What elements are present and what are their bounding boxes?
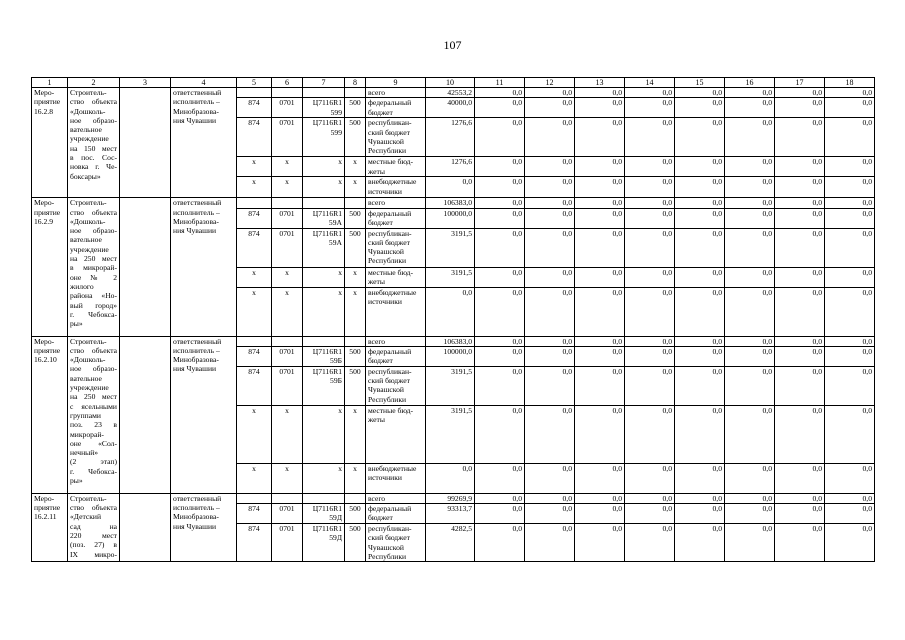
rzpr-cell: 0701 <box>272 118 303 157</box>
measure-cell: Меро- приятие 16.2.11 <box>32 493 68 561</box>
year-value-cell: 0,0 <box>825 463 875 493</box>
year-value-cell: 0,0 <box>775 346 825 366</box>
funding-source-cell: всего <box>366 198 426 208</box>
csr-cell: Ц7116R1 59Б <box>303 366 345 405</box>
rzpr-cell: 0701 <box>272 504 303 524</box>
year-value-cell: 0,0 <box>525 405 575 463</box>
funding-source-cell: внебюджетные источники <box>366 463 426 493</box>
year-value-cell: 0,0 <box>525 504 575 524</box>
year-value-cell: 0,0 <box>625 198 675 208</box>
year-value-cell: 0,0 <box>625 336 675 346</box>
column-number-6: 6 <box>272 78 303 88</box>
funding-source-cell: федеральный бюджет <box>366 346 426 366</box>
year-value-cell: 0,0 <box>525 208 575 228</box>
year-value-cell: 0,0 <box>825 228 875 267</box>
csr-cell <box>303 336 345 346</box>
vr-cell: х <box>345 405 366 463</box>
rzpr-cell <box>272 198 303 208</box>
year-value-cell: 0,0 <box>525 366 575 405</box>
year-value-cell: 0,0 <box>675 493 725 503</box>
amount-cell: 100000,0 <box>426 208 475 228</box>
amount-cell: 3191,5 <box>426 267 475 287</box>
year-value-cell: 0,0 <box>525 336 575 346</box>
year-value-cell: 0,0 <box>625 228 675 267</box>
executor-cell: ответственный исполнитель – Минобразова- ния Чувашии <box>171 493 237 561</box>
funding-source-cell: местные бюд- жеты <box>366 267 426 287</box>
year-value-cell: 0,0 <box>575 118 625 157</box>
year-value-cell: 0,0 <box>775 98 825 118</box>
year-value-cell: 0,0 <box>625 267 675 287</box>
funding-source-cell: республикан- ский бюджет Чувашской Республики <box>366 366 426 405</box>
vr-cell <box>345 88 366 98</box>
amount-cell: 0,0 <box>426 177 475 198</box>
rzpr-cell: х <box>272 157 303 177</box>
year-value-cell: 0,0 <box>725 267 775 287</box>
year-value-cell: 0,0 <box>575 405 625 463</box>
year-value-cell: 0,0 <box>675 98 725 118</box>
year-value-cell: 0,0 <box>675 504 725 524</box>
year-value-cell: 0,0 <box>625 98 675 118</box>
year-value-cell: 0,0 <box>625 88 675 98</box>
vr-cell: 500 <box>345 366 366 405</box>
year-value-cell: 0,0 <box>525 267 575 287</box>
year-value-cell: 0,0 <box>725 98 775 118</box>
vr-cell: х <box>345 267 366 287</box>
year-value-cell: 0,0 <box>575 208 625 228</box>
year-value-cell: 0,0 <box>675 287 725 336</box>
year-value-cell: 0,0 <box>525 228 575 267</box>
year-value-cell: 0,0 <box>775 524 825 562</box>
year-value-cell: 0,0 <box>675 157 725 177</box>
table-row <box>32 493 875 503</box>
grbs-cell: 874 <box>237 208 272 228</box>
csr-cell: х <box>303 157 345 177</box>
vr-cell: 500 <box>345 504 366 524</box>
year-value-cell: 0,0 <box>625 504 675 524</box>
funding-source-cell: местные бюд- жеты <box>366 157 426 177</box>
grbs-cell <box>237 88 272 98</box>
year-value-cell: 0,0 <box>825 177 875 198</box>
csr-cell: Ц7116R1 599 <box>303 118 345 157</box>
vr-cell: 500 <box>345 98 366 118</box>
table-row <box>32 336 875 346</box>
column-number-18: 18 <box>825 78 875 88</box>
year-value-cell: 0,0 <box>675 463 725 493</box>
csr-cell <box>303 493 345 503</box>
year-value-cell: 0,0 <box>675 118 725 157</box>
year-value-cell: 0,0 <box>625 366 675 405</box>
year-value-cell: 0,0 <box>475 493 525 503</box>
year-value-cell: 0,0 <box>575 336 625 346</box>
vr-cell: 500 <box>345 524 366 562</box>
year-value-cell: 0,0 <box>575 157 625 177</box>
grbs-cell: х <box>237 267 272 287</box>
year-value-cell: 0,0 <box>825 157 875 177</box>
page-number: 107 <box>443 38 462 52</box>
year-value-cell: 0,0 <box>575 177 625 198</box>
vr-cell <box>345 198 366 208</box>
year-value-cell: 0,0 <box>475 267 525 287</box>
csr-cell <box>303 88 345 98</box>
year-value-cell: 0,0 <box>775 157 825 177</box>
grbs-cell: х <box>237 405 272 463</box>
object-cell: Строитель- ство объекта «Детский сад на 220 мест (поз. 27) в IX микро- <box>68 493 120 561</box>
grbs-cell <box>237 336 272 346</box>
year-value-cell: 0,0 <box>475 118 525 157</box>
year-value-cell: 0,0 <box>825 493 875 503</box>
funding-source-cell: республикан- ский бюджет Чувашской Республики <box>366 524 426 562</box>
year-value-cell: 0,0 <box>575 524 625 562</box>
amount-cell: 106383,0 <box>426 336 475 346</box>
year-value-cell: 0,0 <box>825 504 875 524</box>
vr-cell: х <box>345 157 366 177</box>
amount-cell: 1276,6 <box>426 118 475 157</box>
amount-cell: 100000,0 <box>426 346 475 366</box>
year-value-cell: 0,0 <box>775 198 825 208</box>
amount-cell: 99269,9 <box>426 493 475 503</box>
csr-cell: х <box>303 177 345 198</box>
column-number-7: 7 <box>303 78 345 88</box>
column-number-16: 16 <box>725 78 775 88</box>
year-value-cell: 0,0 <box>775 366 825 405</box>
year-value-cell: 0,0 <box>725 88 775 98</box>
year-value-cell: 0,0 <box>625 287 675 336</box>
object-cell: Строитель- ство объекта «Дошколь- ное образо- вательное учреждение на 250 мест с ясельными группами поз. 23 в микрорай- оне «Сол- нечный» (2 этап) г. Чебокса- ры» <box>68 336 120 493</box>
funding-source-cell: федеральный бюджет <box>366 98 426 118</box>
csr-cell <box>303 198 345 208</box>
rzpr-cell: 0701 <box>272 366 303 405</box>
year-value-cell: 0,0 <box>675 346 725 366</box>
csr-cell: х <box>303 287 345 336</box>
year-value-cell: 0,0 <box>475 177 525 198</box>
year-value-cell: 0,0 <box>625 208 675 228</box>
year-value-cell: 0,0 <box>725 366 775 405</box>
year-value-cell: 0,0 <box>825 405 875 463</box>
year-value-cell: 0,0 <box>525 118 575 157</box>
grbs-cell: х <box>237 157 272 177</box>
amount-cell: 93313,7 <box>426 504 475 524</box>
year-value-cell: 0,0 <box>475 88 525 98</box>
vr-cell: х <box>345 463 366 493</box>
year-value-cell: 0,0 <box>725 157 775 177</box>
funding-source-cell: всего <box>366 493 426 503</box>
funding-source-cell: внебюджетные источники <box>366 287 426 336</box>
grbs-cell: 874 <box>237 118 272 157</box>
vr-cell: 500 <box>345 346 366 366</box>
year-value-cell: 0,0 <box>475 524 525 562</box>
measure-cell: Меро- приятие 16.2.9 <box>32 198 68 336</box>
vr-cell: х <box>345 177 366 198</box>
year-value-cell: 0,0 <box>825 118 875 157</box>
year-value-cell: 0,0 <box>625 177 675 198</box>
year-value-cell: 0,0 <box>525 198 575 208</box>
rzpr-cell: х <box>272 405 303 463</box>
object-cell: Строитель- ство объекта «Дошколь- ное образо- вательное учреждение на 250 мест в микрорай- оне № 2 жилого района «Но- вый город» г. Чебокса- ры» <box>68 198 120 336</box>
year-value-cell: 0,0 <box>725 118 775 157</box>
year-value-cell: 0,0 <box>775 336 825 346</box>
year-value-cell: 0,0 <box>675 208 725 228</box>
participant-cell <box>120 336 171 493</box>
grbs-cell: 874 <box>237 228 272 267</box>
year-value-cell: 0,0 <box>575 366 625 405</box>
year-value-cell: 0,0 <box>775 267 825 287</box>
csr-cell: х <box>303 267 345 287</box>
grbs-cell: х <box>237 287 272 336</box>
year-value-cell: 0,0 <box>625 493 675 503</box>
year-value-cell: 0,0 <box>725 524 775 562</box>
year-value-cell: 0,0 <box>475 336 525 346</box>
year-value-cell: 0,0 <box>625 118 675 157</box>
year-value-cell: 0,0 <box>675 524 725 562</box>
column-number-12: 12 <box>525 78 575 88</box>
vr-cell: 500 <box>345 118 366 157</box>
rzpr-cell: 0701 <box>272 524 303 562</box>
csr-cell: Ц7116R1 59Д <box>303 524 345 562</box>
year-value-cell: 0,0 <box>725 198 775 208</box>
year-value-cell: 0,0 <box>525 287 575 336</box>
year-value-cell: 0,0 <box>525 463 575 493</box>
year-value-cell: 0,0 <box>525 98 575 118</box>
year-value-cell: 0,0 <box>825 208 875 228</box>
column-number-10: 10 <box>426 78 475 88</box>
grbs-cell: 874 <box>237 98 272 118</box>
year-value-cell: 0,0 <box>675 336 725 346</box>
year-value-cell: 0,0 <box>575 346 625 366</box>
year-value-cell: 0,0 <box>625 157 675 177</box>
amount-cell: 3191,5 <box>426 366 475 405</box>
rzpr-cell <box>272 336 303 346</box>
year-value-cell: 0,0 <box>725 346 775 366</box>
rzpr-cell: 0701 <box>272 346 303 366</box>
vr-cell: 500 <box>345 228 366 267</box>
year-value-cell: 0,0 <box>475 504 525 524</box>
year-value-cell: 0,0 <box>675 177 725 198</box>
year-value-cell: 0,0 <box>675 198 725 208</box>
year-value-cell: 0,0 <box>725 504 775 524</box>
year-value-cell: 0,0 <box>675 228 725 267</box>
column-number-13: 13 <box>575 78 625 88</box>
measure-cell: Меро- приятие 16.2.10 <box>32 336 68 493</box>
year-value-cell: 0,0 <box>525 157 575 177</box>
column-number-8: 8 <box>345 78 366 88</box>
column-number-row <box>32 78 875 88</box>
year-value-cell: 0,0 <box>575 504 625 524</box>
grbs-cell <box>237 493 272 503</box>
year-value-cell: 0,0 <box>775 177 825 198</box>
year-value-cell: 0,0 <box>775 405 825 463</box>
column-number-9: 9 <box>366 78 426 88</box>
amount-cell: 42553,2 <box>426 88 475 98</box>
csr-cell: Ц7116R1 59А <box>303 228 345 267</box>
vr-cell: 500 <box>345 208 366 228</box>
year-value-cell: 0,0 <box>475 208 525 228</box>
year-value-cell: 0,0 <box>525 177 575 198</box>
vr-cell <box>345 493 366 503</box>
year-value-cell: 0,0 <box>475 366 525 405</box>
year-value-cell: 0,0 <box>825 267 875 287</box>
funding-source-cell: внебюджетные источники <box>366 177 426 198</box>
year-value-cell: 0,0 <box>675 88 725 98</box>
participant-cell <box>120 198 171 336</box>
year-value-cell: 0,0 <box>475 98 525 118</box>
year-value-cell: 0,0 <box>625 524 675 562</box>
year-value-cell: 0,0 <box>825 366 875 405</box>
year-value-cell: 0,0 <box>575 267 625 287</box>
year-value-cell: 0,0 <box>475 287 525 336</box>
year-value-cell: 0,0 <box>725 336 775 346</box>
year-value-cell: 0,0 <box>825 346 875 366</box>
column-number-3: 3 <box>120 78 171 88</box>
year-value-cell: 0,0 <box>475 346 525 366</box>
year-value-cell: 0,0 <box>825 336 875 346</box>
year-value-cell: 0,0 <box>575 198 625 208</box>
year-value-cell: 0,0 <box>775 88 825 98</box>
funding-source-cell: республикан- ский бюджет Чувашской Республики <box>366 118 426 157</box>
year-value-cell: 0,0 <box>825 98 875 118</box>
year-value-cell: 0,0 <box>825 524 875 562</box>
grbs-cell: 874 <box>237 366 272 405</box>
rzpr-cell: х <box>272 267 303 287</box>
column-number-11: 11 <box>475 78 525 88</box>
funding-source-cell: республикан- ский бюджет Чувашской Республики <box>366 228 426 267</box>
csr-cell: Ц7116R1 59Д <box>303 504 345 524</box>
year-value-cell: 0,0 <box>525 524 575 562</box>
year-value-cell: 0,0 <box>575 98 625 118</box>
year-value-cell: 0,0 <box>575 287 625 336</box>
year-value-cell: 0,0 <box>725 287 775 336</box>
csr-cell: х <box>303 463 345 493</box>
year-value-cell: 0,0 <box>475 198 525 208</box>
executor-cell: ответственный исполнитель – Минобразова- ния Чувашии <box>171 336 237 493</box>
year-value-cell: 0,0 <box>725 177 775 198</box>
amount-cell: 40000,0 <box>426 98 475 118</box>
year-value-cell: 0,0 <box>775 228 825 267</box>
executor-cell: ответственный исполнитель – Минобразова- ния Чувашии <box>171 88 237 198</box>
funding-source-cell: местные бюд- жеты <box>366 405 426 463</box>
amount-cell: 3191,5 <box>426 405 475 463</box>
rzpr-cell: 0701 <box>272 228 303 267</box>
year-value-cell: 0,0 <box>775 493 825 503</box>
column-number-2: 2 <box>68 78 120 88</box>
year-value-cell: 0,0 <box>525 346 575 366</box>
year-value-cell: 0,0 <box>575 493 625 503</box>
grbs-cell: 874 <box>237 346 272 366</box>
rzpr-cell: х <box>272 463 303 493</box>
year-value-cell: 0,0 <box>775 463 825 493</box>
grbs-cell: х <box>237 177 272 198</box>
grbs-cell: х <box>237 463 272 493</box>
amount-cell: 4282,5 <box>426 524 475 562</box>
rzpr-cell <box>272 493 303 503</box>
funding-source-cell: всего <box>366 336 426 346</box>
column-number-14: 14 <box>625 78 675 88</box>
rzpr-cell: х <box>272 287 303 336</box>
year-value-cell: 0,0 <box>575 228 625 267</box>
funding-source-cell: всего <box>366 88 426 98</box>
participant-cell <box>120 493 171 561</box>
year-value-cell: 0,0 <box>675 267 725 287</box>
object-cell: Строитель- ство объекта «Дошколь- ное образо- вательное учреждение на 150 мест в пос. Сос- новка г. Че- боксары» <box>68 88 120 198</box>
grbs-cell <box>237 198 272 208</box>
csr-cell: Ц7116R1 599 <box>303 98 345 118</box>
csr-cell: Ц7116R1 59А <box>303 208 345 228</box>
year-value-cell: 0,0 <box>675 405 725 463</box>
column-number-4: 4 <box>171 78 237 88</box>
amount-cell: 3191,5 <box>426 228 475 267</box>
year-value-cell: 0,0 <box>625 463 675 493</box>
grbs-cell: 874 <box>237 524 272 562</box>
year-value-cell: 0,0 <box>625 405 675 463</box>
amount-cell: 0,0 <box>426 287 475 336</box>
executor-cell: ответственный исполнитель – Минобразова- ния Чувашии <box>171 198 237 336</box>
csr-cell: Ц7116R1 59Б <box>303 346 345 366</box>
year-value-cell: 0,0 <box>525 493 575 503</box>
grbs-cell: 874 <box>237 504 272 524</box>
year-value-cell: 0,0 <box>475 405 525 463</box>
year-value-cell: 0,0 <box>775 118 825 157</box>
rzpr-cell: 0701 <box>272 98 303 118</box>
year-value-cell: 0,0 <box>625 346 675 366</box>
year-value-cell: 0,0 <box>675 366 725 405</box>
year-value-cell: 0,0 <box>775 208 825 228</box>
rzpr-cell: х <box>272 177 303 198</box>
year-value-cell: 0,0 <box>775 287 825 336</box>
year-value-cell: 0,0 <box>525 88 575 98</box>
year-value-cell: 0,0 <box>825 198 875 208</box>
table-row <box>32 198 875 208</box>
year-value-cell: 0,0 <box>475 463 525 493</box>
rzpr-cell <box>272 88 303 98</box>
rzpr-cell: 0701 <box>272 208 303 228</box>
measure-cell: Меро- приятие 16.2.8 <box>32 88 68 198</box>
table-row <box>32 88 875 98</box>
year-value-cell: 0,0 <box>575 463 625 493</box>
year-value-cell: 0,0 <box>775 504 825 524</box>
column-number-1: 1 <box>32 78 68 88</box>
year-value-cell: 0,0 <box>825 287 875 336</box>
year-value-cell: 0,0 <box>725 463 775 493</box>
year-value-cell: 0,0 <box>725 405 775 463</box>
year-value-cell: 0,0 <box>575 88 625 98</box>
column-number-5: 5 <box>237 78 272 88</box>
year-value-cell: 0,0 <box>725 208 775 228</box>
column-number-15: 15 <box>675 78 725 88</box>
participant-cell <box>120 88 171 198</box>
year-value-cell: 0,0 <box>725 228 775 267</box>
csr-cell: х <box>303 405 345 463</box>
year-value-cell: 0,0 <box>475 157 525 177</box>
budget-table <box>31 77 875 562</box>
amount-cell: 106383,0 <box>426 198 475 208</box>
year-value-cell: 0,0 <box>725 493 775 503</box>
amount-cell: 0,0 <box>426 463 475 493</box>
vr-cell <box>345 336 366 346</box>
year-value-cell: 0,0 <box>825 88 875 98</box>
funding-source-cell: федеральный бюджет <box>366 504 426 524</box>
year-value-cell: 0,0 <box>475 228 525 267</box>
vr-cell: х <box>345 287 366 336</box>
column-number-17: 17 <box>775 78 825 88</box>
amount-cell: 1276,6 <box>426 157 475 177</box>
funding-source-cell: федеральный бюджет <box>366 208 426 228</box>
